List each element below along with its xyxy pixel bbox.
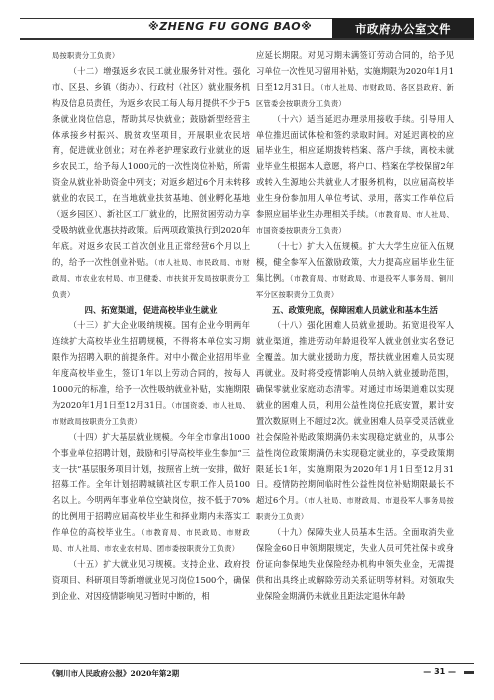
paragraph xyxy=(52,557,250,605)
responsibility-note: （市教育局、市财政局、市退役军人事务局、铜川军分区按职责分工负责） xyxy=(256,273,454,299)
paragraph xyxy=(256,112,454,239)
paragraph-text: （十九）保障失业人员基本生活。全面取消失业保险金60日申领期限规定，失业人员可凭社保卡或身份证向参保地失业保险经办机构申领失业金，无需提供和出具终止或解除劳动关系证明等材料。对领取失业保险金期满仍未就业且距法定退休年龄 xyxy=(256,527,454,601)
paragraph xyxy=(256,525,454,605)
paragraph xyxy=(52,430,250,557)
paragraph-text: （十三）扩大企业吸纳规模。国有企业今明两年连续扩大高校毕业生招聘规模，不得将本单位实习期限作为招聘入职的前提条件。对中小微企业招用毕业年度高校毕业生，签订1年以上劳动合同的，按每人1000元的标准，给予一次性吸纳就业补贴，实施期限为2020年1月1日至12月31日。 xyxy=(52,320,250,410)
paragraph xyxy=(256,318,454,525)
paragraph xyxy=(256,48,454,112)
responsibility-note: （市国资委、市人社局、市财政局按职责分工负责） xyxy=(52,400,250,426)
responsibility-note: （市教育局、市民政局、市财政局、市人社局、市农业农村局、团市委按职责分工负责） xyxy=(52,528,250,554)
footer-publication-title: 《铜川市人民政府公报》2020年第2期 xyxy=(48,669,180,678)
paragraph-text: （十四）扩大基层就业规模。今年全市拿出1000个事业单位招聘计划，鼓励和引导高校毕业生参加“三支一扶”基层服务项目计划，按照省上统一安排，做好招募工作。全年计划招聘城镇社区专职工作人员100名以上。今明两年事业单位空缺岗位，按不低于70%的比例用于招聘应届高校毕业生和择业期内未落实工作单位的高校毕业生。 xyxy=(52,431,250,538)
paragraph xyxy=(52,64,250,303)
paragraph-text: （十六）适当延迟办理录用接收手续。引导用人单位推迟面试体检和签约录取时间。对延迟离校的应届毕业生，相应延期拨转档案、落户手续，离校未就业毕业生根据本人意愿，将户口、档案在学校保留2年或转入生源地公共就业人才服务机构，以应届高校毕业生身份参加用人单位考试、录用，落实工作单位后参照应届毕业生办理相关手续。 xyxy=(256,113,454,220)
responsibility-note: （市教育局、市人社局、市国资委按职责分工负责） xyxy=(256,210,454,235)
footer-rule xyxy=(20,663,474,664)
left-column xyxy=(52,48,250,605)
right-column xyxy=(256,48,454,605)
paragraph-text: （十八）强化困难人员就业援助。拓宽退役军人就业渠道，推进劳动年龄退役军人就业创业实名登记全覆盖。加大就业援助力度，帮扶就业困难人员实现再就业。及时将受疫情影响人员纳入就业援助范围，确保零就业家庭动态清零。对通过市场渠道难以实现就业的困难人员，利用公益性岗位托底安置，累计安置次数原则上不超过2次。就业困难人员享受灵活就业社会保险补贴政策期满仍未实现稳定就业的，从事公益性岗位政策期满仍未实现稳定就业的，享受政策期限延长1年，实施期限为2020年1月1日至12月31日。疫情防控期间临时性公益性岗位补贴期限最长不超过6个月。 xyxy=(256,320,454,506)
paragraph-text: 局按职责分工负责） xyxy=(52,51,120,60)
section-heading: 五、政策兜底，保障困难人员就业和基本生活 xyxy=(272,304,438,315)
section-heading: 四、拓宽渠道，促进高校毕业生就业 xyxy=(84,304,218,315)
paragraph xyxy=(52,318,250,429)
paragraph-text: （十二）增强返乡农民工就业服务针对性。强化市、区县、乡镇（街办）、行政村（社区）就业服务机构及信息员责任，为返乡农民工每人每月提供不少于5条就业岗位信息，帮助其尽快就业；鼓励新型经营主体承接乡村振兴、脱贫攻坚项目，开展职业农民培育，促进就业创业；对在养老护理家政行业就业的返乡农民工，给予每人1000元的一次性岗位补贴，所需资金从就业补助资金中列支；对返乡超过6个月未转移就业的农民工，在当地就业扶贫基地、创业孵化基地（返乡园区）、新社区工厂就业的，比照贫困劳动力享受吸纳就业优惠扶持政策。后两项政策执行到2020年年底。对返乡农民工首次创业且正常经营6个月以上的，给予一次性创业补贴。 xyxy=(52,65,250,267)
paragraph-text: （十七）扩大入伍规模。扩大大学生应征入伍规模，健全参军入伍激励政策，大力提高应届毕业生征集比例。 xyxy=(256,240,454,283)
page-footer xyxy=(20,663,474,683)
page-number: — 31 — xyxy=(423,667,456,676)
paragraph xyxy=(256,239,454,303)
responsibility-note: （市人社局、市财政局、各区县政府、新区管委会按职责分工负责） xyxy=(256,82,454,108)
responsibility-note: （市人社局、市民政局、市财政局、市农业农村局、市卫健委、市扶贫开发局按职责分工负责） xyxy=(52,257,250,299)
paragraph xyxy=(52,48,250,64)
paragraph-text: （十五）扩大就业见习规模。支持企业、政府投资项目、科研项目等新增就业见习岗位1500个，确保到企业、对因疫情影响见习暂时中断的，相 xyxy=(52,559,250,601)
responsibility-note: （市人社局、市财政局、市退役军人事务局按职责分工负责） xyxy=(256,496,454,522)
paragraph-text: 应延长期限。对见习期未满签订劳动合同的，给予见习单位一次性见习留用补贴，实施期限为2020年1月1日至12月31日。 xyxy=(256,50,454,92)
page-header xyxy=(0,0,494,40)
journal-title: ※ZHENG FU GONG BAO※ xyxy=(148,20,313,33)
section-label: 市政府办公室文件 xyxy=(332,18,474,40)
footer-bar xyxy=(464,671,474,674)
header-rule-bottom xyxy=(20,38,474,40)
